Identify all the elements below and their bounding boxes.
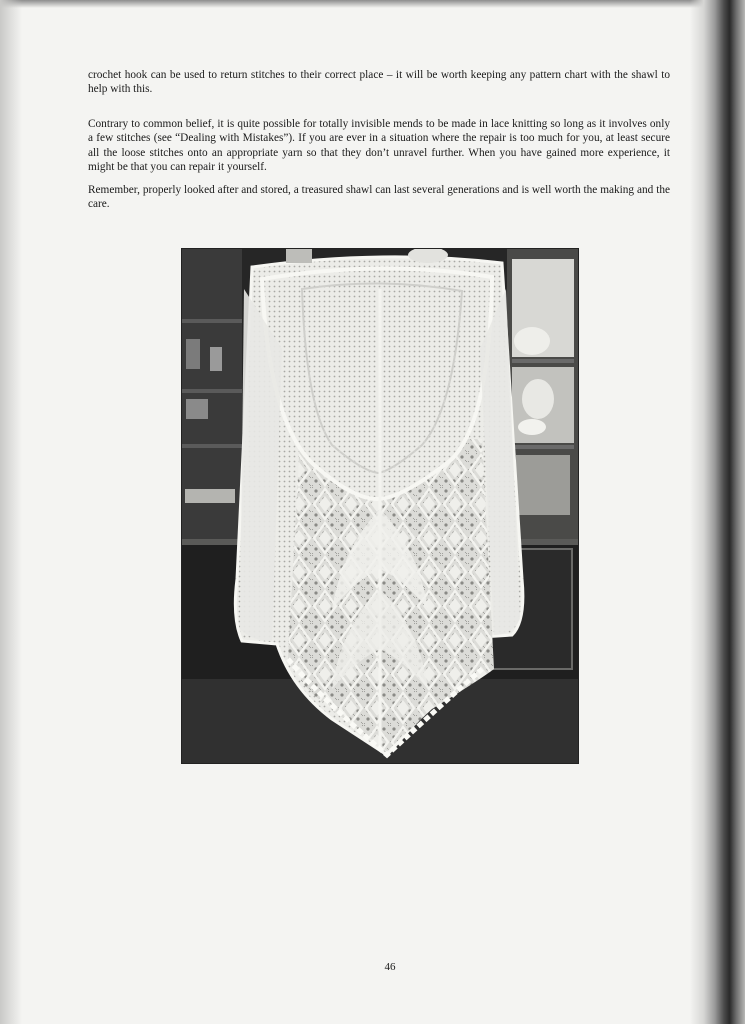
body-paragraph-2: Contrary to common belief, it is quite possible for totally invisible mends to be made in lace knitting so long as it involves only a few stitches (see “Dealing with Mistakes”). If you are ever in a situation where the repair is too much for you, at least secure all the loose stitches onto an appropriate yarn so that they don’t unravel further. When you have gained more experience, it might be that you can repair it yourself. <box>88 118 670 174</box>
body-paragraph-1: crochet hook can be used to return stitches to their correct place – it will be worth keeping any pattern chart with the shawl to help with this. <box>88 69 670 96</box>
book-binding-shadow <box>690 0 745 1024</box>
scan-top-shadow <box>0 0 745 8</box>
body-paragraph-3: Remember, properly looked after and stored, a treasured shawl can last several generations and is well worth the making and the care. <box>88 184 670 211</box>
scan-left-shadow <box>0 0 22 1024</box>
page-number: 46 <box>384 961 396 973</box>
shawl-photograph <box>182 249 578 763</box>
